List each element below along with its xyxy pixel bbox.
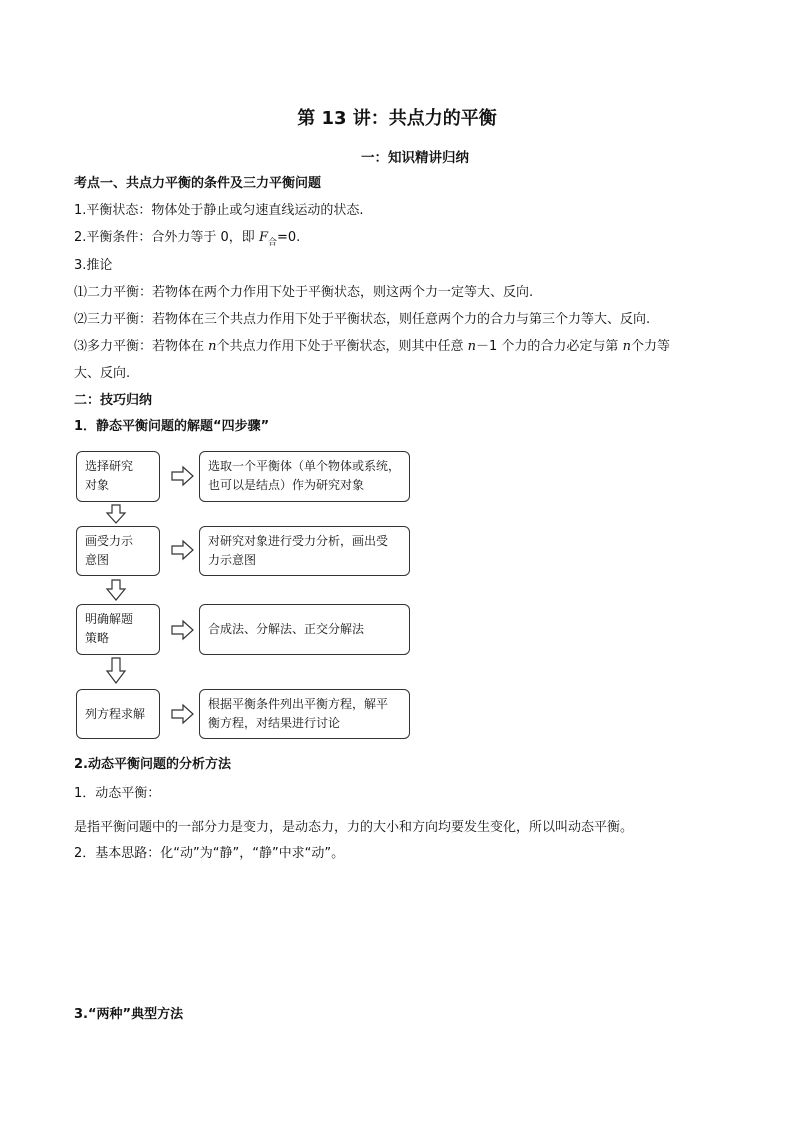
flow-desc-line: 根据平衡条件列出平衡方程，解平 bbox=[208, 697, 389, 711]
flow-step-line: 列方程求解 bbox=[85, 706, 146, 721]
down-arrow-icon bbox=[107, 505, 125, 523]
dynamic-label: 1．动态平衡： bbox=[74, 786, 161, 801]
two-methods-heading: 3.“两种”典型方法 bbox=[74, 1007, 184, 1022]
para-balance-state: 1.平衡状态：物体处于静止或匀速直线运动的状态. bbox=[74, 203, 364, 218]
force-symbol: F bbox=[258, 230, 268, 245]
flow-desc-line: 合成法、分解法、正交分解法 bbox=[208, 622, 365, 636]
flow-step-line: 策略 bbox=[85, 631, 110, 645]
dynamic-heading: 2.动态平衡问题的分析方法 bbox=[74, 757, 231, 772]
multi-text-b: 个共点力作用下处于平衡状态，则其中任意 bbox=[216, 339, 468, 354]
topic-heading: 考点一、共点力平衡的条件及三力平衡问题 bbox=[74, 176, 322, 191]
skills-heading: 二：技巧归纳 bbox=[74, 393, 153, 408]
n-symbol: n bbox=[208, 339, 217, 354]
multi-text-d: 个力等 bbox=[630, 339, 670, 354]
multi-text-c: －1 个力的合力必定与第 bbox=[476, 339, 623, 354]
multi-text-a: ⑶多力平衡：若物体在 bbox=[74, 339, 209, 354]
section-subtitle: 一：知识精讲归纳 bbox=[361, 150, 469, 166]
para-two-force: ⑴二力平衡：若物体在两个力作用下处于平衡状态，则这两个力一定等大、反向. bbox=[74, 285, 534, 300]
flow-step-line: 明确解题 bbox=[85, 612, 134, 626]
page-title: 第 13 讲：共点力的平衡 bbox=[297, 108, 497, 129]
flow-step-line: 对象 bbox=[85, 478, 110, 492]
flow-desc-line: 力示意图 bbox=[208, 553, 257, 567]
n-symbol: n bbox=[467, 339, 477, 354]
flow-step-line: 意图 bbox=[85, 553, 110, 567]
condition-tail: =0. bbox=[277, 230, 301, 245]
flow-step-line: 画受力示 bbox=[85, 534, 134, 548]
force-subscript: 合 bbox=[267, 238, 277, 248]
dynamic-approach: 2．基本思路：化“动”为“静”，“静”中求“动”。 bbox=[74, 846, 345, 861]
right-arrow-icon bbox=[172, 541, 193, 559]
dynamic-definition: 是指平衡问题中的一部分力是变力，是动态力，力的大小和方向均要发生变化，所以叫动态平衡。 bbox=[74, 820, 634, 835]
down-arrow-icon bbox=[107, 658, 125, 683]
para-multi-force-cont: 大、反向. bbox=[74, 366, 131, 381]
right-arrow-icon bbox=[172, 621, 193, 639]
condition-text: 2.平衡条件：合外力等于 0，即 bbox=[74, 230, 259, 245]
para-corollary: 3.推论 bbox=[74, 258, 113, 273]
flow-desc-line: 选取一个平衡体（单个物体或系统， bbox=[208, 459, 401, 473]
n-symbol: n bbox=[622, 339, 631, 354]
right-arrow-icon bbox=[172, 467, 193, 485]
right-arrow-icon bbox=[172, 705, 193, 723]
flow-step-line: 选择研究 bbox=[85, 459, 134, 473]
para-three-force: ⑵三力平衡：若物体在三个共点力作用下处于平衡状态，则任意两个力的合力与第三个力等大、反向. bbox=[74, 312, 651, 327]
flow-desc-line: 衡方程，对结果进行讨论 bbox=[208, 716, 341, 730]
down-arrow-icon bbox=[107, 580, 125, 600]
flow-desc-line: 对研究对象进行受力分析，画出受 bbox=[208, 534, 389, 548]
static-steps-heading: 1．静态平衡问题的解题“四步骤” bbox=[74, 419, 270, 434]
flow-desc-line: 也可以是结点）作为研究对象 bbox=[208, 478, 365, 492]
